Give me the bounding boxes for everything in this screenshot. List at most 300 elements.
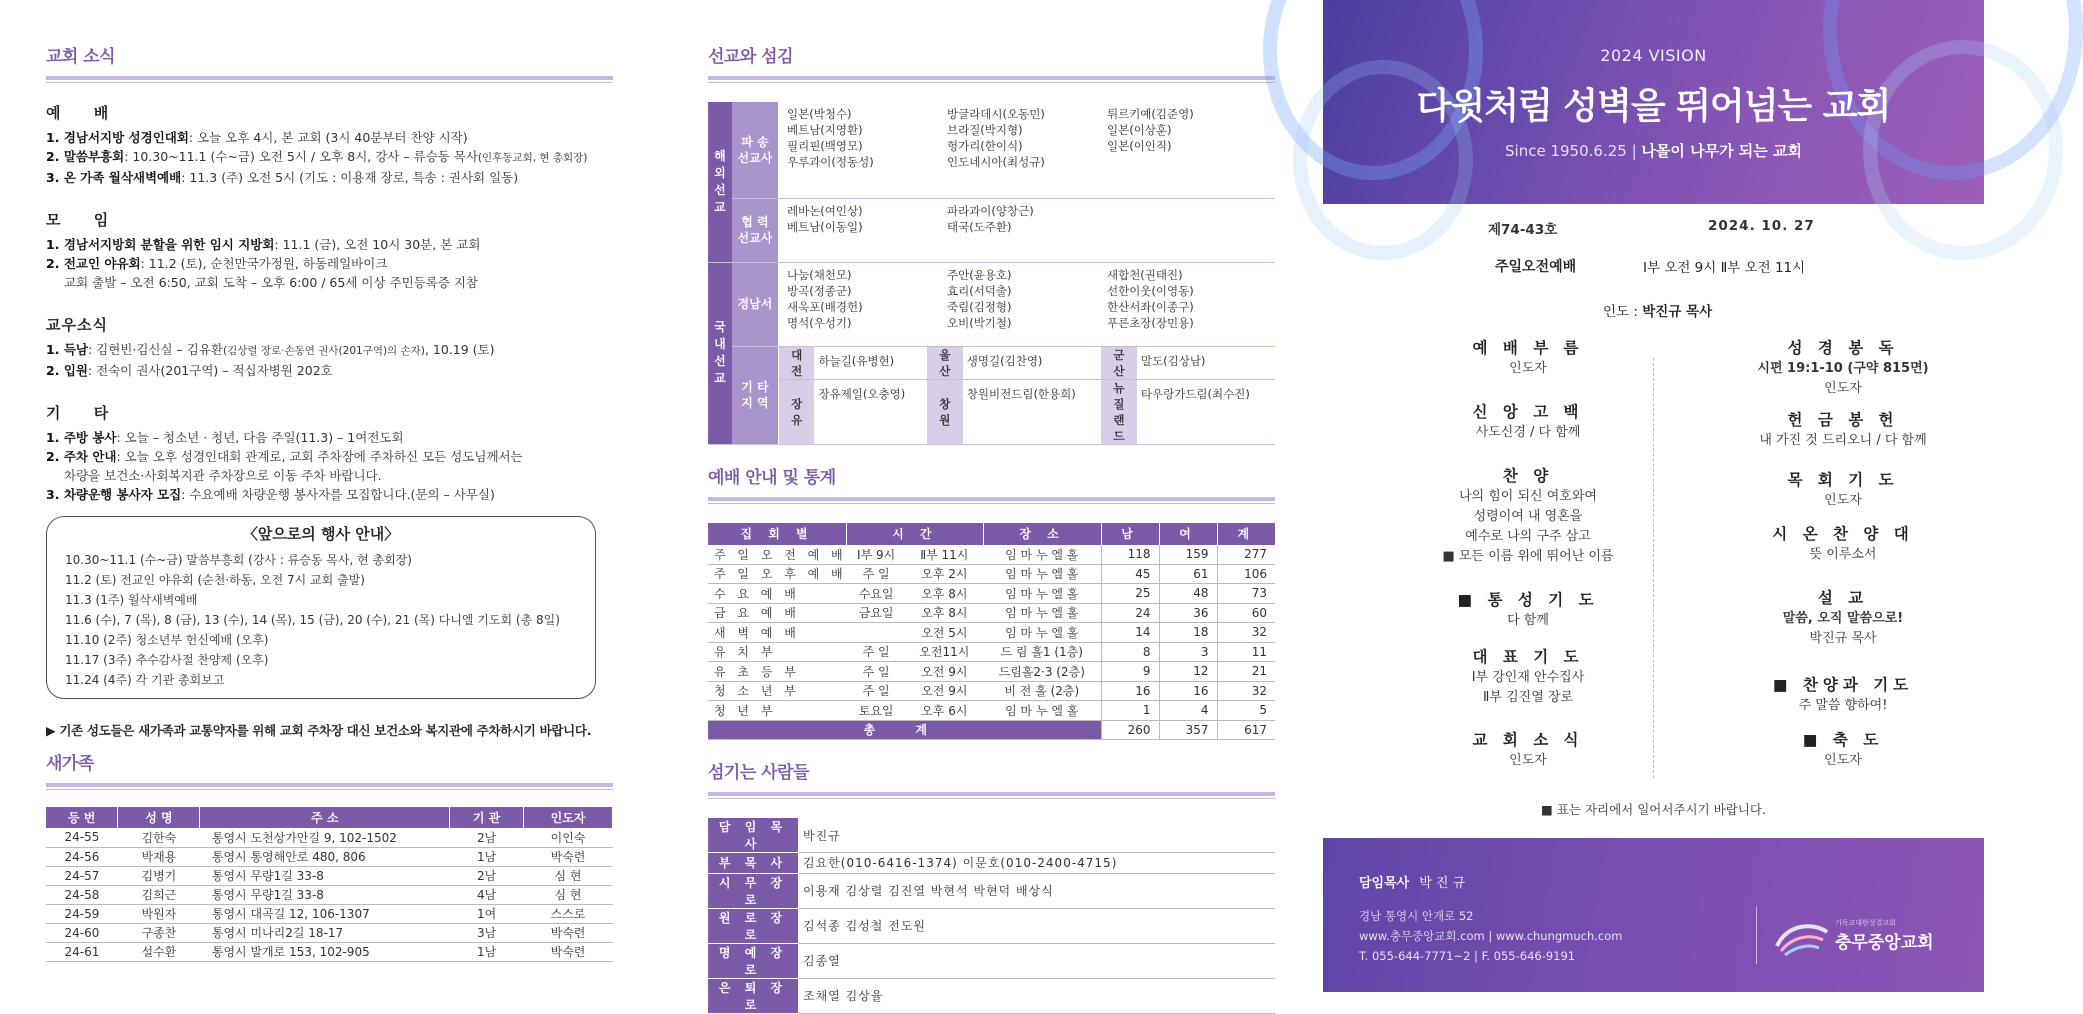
newfam-cell: 1여 — [450, 904, 524, 923]
people-role: 부 목 사 — [708, 853, 798, 874]
event-item: 11.17 (3주) 추수감사절 찬양제 (오후) — [65, 653, 269, 667]
stats-sum: 106 — [1217, 564, 1275, 584]
newfam-cell: 통영시 무량1길 33-8 — [200, 885, 450, 904]
stats-female: 4 — [1159, 701, 1217, 721]
people-row — [708, 943, 1275, 978]
newfam-cell: 24-60 — [46, 923, 118, 942]
order-divider — [1653, 358, 1654, 778]
worship-order-title: 대 표 기 도 — [1472, 648, 1584, 666]
members-list — [46, 340, 663, 380]
newfam-cell: 1남 — [450, 942, 524, 961]
newfam-row — [46, 904, 613, 923]
worship-order-title: 시 온 찬 양 대 — [1772, 525, 1914, 543]
newfam-cell: 24-58 — [46, 885, 118, 904]
worship-order-item — [1408, 728, 1648, 770]
stats-meeting: 주 일 오 후 예 배 — [708, 564, 847, 584]
meeting-item-text: : 11.2 (토), 순천만국가정원, 하동레일바이크 — [140, 256, 388, 271]
region-church: 하늘길(유병현) — [814, 346, 926, 379]
stats-female: 12 — [1159, 662, 1217, 682]
category-line: 기 타 — [741, 380, 769, 394]
stats-place: 임 마 누 엘 홀 — [983, 603, 1101, 623]
dispatch-label — [732, 102, 779, 198]
newfam-cell: 통영시 대곡길 12, 106-1307 — [200, 904, 450, 923]
newfam-cell: 김희근 — [118, 885, 200, 904]
stats-day: 금요일 — [847, 603, 906, 623]
newfam-cell: 통영시 무량1길 33-8 — [200, 866, 450, 885]
event-item: 11.24 (4주) 각 기관 총회보고 — [65, 673, 225, 687]
newfam-cell: 통영시 통영해안로 480, 806 — [200, 847, 450, 866]
worship-order-detail: 다 함께 — [1507, 613, 1549, 628]
people-row — [708, 853, 1275, 874]
since-subtitle: 나몰이 나무가 되는 교회 — [1641, 142, 1802, 160]
worship-order-title: 교 회 소 식 — [1472, 731, 1584, 749]
worship-order-item — [1408, 645, 1648, 707]
other-region-label — [732, 346, 779, 444]
member-news-item-label: 입원 — [63, 363, 88, 378]
stats-day: 주 일 — [847, 642, 906, 662]
worship-order-title: 찬 양 — [1502, 467, 1554, 485]
newfam-cell: 4남 — [450, 885, 524, 904]
people-names: 김요한(010-6416-1374) 이문호(010-2400-4715) — [798, 853, 1275, 874]
region-city-label: 대 전 — [778, 346, 814, 379]
meeting-list — [46, 235, 663, 273]
missionary-column — [947, 106, 1107, 170]
meeting-item — [46, 254, 663, 273]
stats-day: 수요일 — [847, 584, 906, 604]
vision-banner — [1323, 0, 1984, 204]
people-names: 김종열 — [798, 943, 1275, 978]
people-role: 원 로 장 로 — [708, 908, 798, 943]
newfam-header: 주 소 — [200, 807, 450, 828]
stats-meeting: 새 벽 예 배 — [708, 623, 847, 643]
newfam-section-title: 새가족 — [46, 749, 613, 787]
issue-number: 제74-43호 — [1488, 222, 1558, 238]
stats-total-value: 260 — [1101, 720, 1159, 740]
vertical-char: 교 — [714, 199, 726, 214]
stats-head-time: 시 간 — [847, 523, 983, 545]
gyeongnam-grid — [778, 262, 1275, 346]
stats-row — [708, 564, 1275, 584]
stats-sum: 60 — [1217, 603, 1275, 623]
vertical-char: 국 — [714, 320, 726, 334]
stats-place: 드림홀2·3 (2층) — [983, 662, 1101, 682]
overseas-region-label — [708, 102, 732, 262]
worship-order-detail: 인도자 — [1509, 361, 1547, 376]
stats-place: 임 마 누 엘 홀 — [983, 701, 1101, 721]
stats-sum: 5 — [1217, 701, 1275, 721]
stats-sum: 32 — [1217, 681, 1275, 701]
service-time: Ⅰ부 오전 9시 Ⅱ부 오전 11시 — [1643, 260, 1806, 276]
region-city-label: 뉴질랜드 — [1101, 379, 1137, 444]
vertical-char: 해 — [714, 148, 726, 163]
stats-day: 주 일 — [847, 662, 906, 682]
stats-male: 9 — [1101, 662, 1159, 682]
stats-head-total: 계 — [1217, 523, 1275, 545]
people-table — [708, 818, 1275, 1014]
worship-item-label: 경남서지방 성경인대회 — [63, 130, 189, 145]
member-news-item — [46, 340, 663, 361]
stats-meeting: 주 일 오 전 예 배 — [708, 545, 847, 565]
etc-item-text: 차량을 보건소·사회복지관 주차장으로 이동 주차 바랍니다. — [64, 468, 382, 483]
vertical-char: 외 — [714, 165, 726, 180]
worship-order-item — [1723, 522, 1963, 564]
stats-meeting: 금 요 예 배 — [708, 603, 847, 623]
missionary-name: 필리핀(백영모) — [786, 139, 863, 153]
newfam-cell: 김한숙 — [118, 828, 200, 847]
stats-row — [708, 584, 1275, 604]
vertical-char: 선 — [714, 354, 726, 368]
meeting-item-text: : 11.1 (금), 오전 10시 30분, 본 교회 — [274, 237, 481, 252]
etc-item-text: : 오늘 오후 성경인대회 관계로, 교회 주차장에 주차하신 모든 성도님께서는 — [116, 449, 523, 464]
cover-panel — [1323, 0, 1984, 992]
stats-time: 오후 8시 — [906, 584, 983, 604]
church-logo-icon — [1773, 918, 1831, 958]
worship-order-item — [1723, 728, 1963, 770]
stats-female: 18 — [1159, 623, 1217, 643]
people-row — [708, 978, 1275, 1013]
stats-sum: 277 — [1217, 545, 1275, 565]
stats-place: 임 마 누 엘 홀 — [983, 564, 1101, 584]
newfam-cell: 박재용 — [118, 847, 200, 866]
meeting-item-number: 1. — [46, 237, 64, 252]
newfam-table — [46, 807, 613, 962]
stats-time: 오전 9시 — [906, 662, 983, 682]
stats-male: 14 — [1101, 623, 1159, 643]
vertical-char: 선 — [714, 182, 726, 197]
region-city-label: 울 산 — [927, 346, 963, 379]
newfam-cell: 통영시 미나리2길 18-17 — [200, 923, 450, 942]
category-line: 선교사 — [737, 150, 773, 165]
missionary-column — [1107, 267, 1267, 331]
worship-order-item — [1408, 336, 1648, 378]
church-name: 충무중앙교회 — [1835, 933, 1934, 953]
category-line: 협 력 — [741, 215, 769, 229]
newfam-cell: 구종찬 — [118, 923, 200, 942]
missionary-name: 새욱포(배경헌) — [786, 299, 863, 314]
vertical-char: 교 — [714, 371, 726, 385]
people-names: 이용재 김상렬 김진열 박현석 박현덕 배상식 — [798, 873, 1275, 908]
newfam-cell: 통영시 도천상가안길 9, 102-1502 — [200, 828, 450, 847]
etc-item — [46, 428, 663, 447]
missionary-name: 헝가리(한이식) — [946, 139, 1023, 153]
people-row — [708, 908, 1275, 943]
mission-panel — [663, 0, 1323, 1012]
people-row — [708, 818, 1275, 853]
etc-item — [46, 466, 663, 485]
worship-order-item — [1408, 400, 1648, 442]
member-news-item-number: 2. — [46, 363, 64, 378]
missionary-name: 선한이웃(이영동) — [1106, 283, 1194, 298]
newfam-cell: 박원자 — [118, 904, 200, 923]
missionary-name: 죽림(김정형) — [946, 299, 1012, 314]
people-role: 은 퇴 장 로 — [708, 978, 798, 1013]
missionary-name: 주안(윤용호) — [946, 267, 1012, 282]
service-name: 주일오전예배 — [1495, 259, 1577, 275]
worship-order-title: 예 배 부 름 — [1472, 339, 1584, 357]
stats-sum: 11 — [1217, 642, 1275, 662]
dispatch-grid — [778, 102, 1275, 198]
worship-order-detail: 인도자 — [1824, 493, 1862, 508]
coop-grid — [778, 198, 1275, 262]
worship-order-detail: 내 가진 것 드리오니 / 다 함께 — [1759, 433, 1927, 448]
events-box — [46, 516, 596, 699]
since-date: Since 1950.6.25 — [1505, 142, 1627, 160]
worship-order-detail: 뜻 이루소서 — [1809, 547, 1877, 562]
meeting-item-label: 경남서지방회 분할을 위한 임시 지방회 — [63, 237, 275, 252]
region-city-label: 장 유 — [778, 379, 814, 444]
newfam-row — [46, 923, 613, 942]
people-role: 담 임 목 사 — [708, 818, 798, 853]
worship-order-title: 헌 금 봉 헌 — [1787, 411, 1899, 429]
newfam-cell: 설수환 — [118, 942, 200, 961]
stats-female: 48 — [1159, 584, 1217, 604]
worship-order-detail: 말씀, 오직 말씀으로! — [1782, 611, 1904, 626]
people-names: 박진규 — [798, 818, 1275, 853]
worship-order-detail: 성령이여 내 영혼을 — [1473, 509, 1583, 524]
missionary-name: 레바논(여인상) — [786, 203, 863, 218]
stats-female: 16 — [1159, 681, 1217, 701]
footer-divider — [1756, 906, 1757, 964]
worship-item-label: 온 가족 월삭새벽예배 — [63, 170, 182, 185]
missionary-name: 베트남(이동일) — [786, 219, 863, 234]
missionary-name: 일본(박청수) — [786, 107, 852, 121]
worship-order-title: ■ 축 도 — [1802, 731, 1884, 749]
vision-slogan: 다윗처럼 성벽을 뛰어넘는 교회 — [1416, 86, 1891, 127]
vision-year: 2024 VISION — [1600, 46, 1707, 65]
footer-phone: T. 055-644-7771~2 | F. 055-646-9191 — [1359, 949, 1576, 963]
newfam-row — [46, 942, 613, 961]
etc-list — [46, 428, 663, 504]
worship-item-text: : 오늘 오후 4시, 본 교회 (3시 40분부터 찬양 시작) — [188, 130, 468, 145]
worship-item-label: 말씀부흥회 — [63, 149, 125, 164]
worship-title: 예 배 — [46, 104, 123, 122]
newfam-cell: 박숙련 — [524, 923, 613, 942]
stats-meeting: 청 소 년 부 — [708, 681, 847, 701]
missionary-name: 태국(도주환) — [946, 219, 1012, 234]
stats-row — [708, 701, 1275, 721]
member-news-item-number: 1. — [46, 342, 64, 357]
worship-order-detail: Ⅱ부 김진열 장로 — [1482, 690, 1573, 705]
stats-meeting: 수 요 예 배 — [708, 584, 847, 604]
newfam-cell: 1남 — [450, 847, 524, 866]
member-news-item — [46, 361, 663, 380]
leader-name: 박진규 목사 — [1642, 304, 1713, 320]
pastor-label: 담임목사 — [1359, 876, 1410, 891]
worship-list — [46, 128, 663, 187]
worship-item-number: 1. — [46, 130, 64, 145]
missionary-column — [947, 203, 1107, 235]
stats-head-meeting: 집 회 별 — [708, 523, 847, 545]
newfam-cell: 박숙련 — [524, 847, 613, 866]
stats-total-value: 357 — [1159, 720, 1217, 740]
bulletin-date: 2024. 10. 27 — [1708, 218, 1815, 234]
region-city-label: 군 산 — [1101, 346, 1137, 379]
members-title: 교우소식 — [46, 316, 108, 334]
meeting-title: 모 임 — [46, 211, 123, 229]
worship-order-title: 신 앙 고 백 — [1472, 403, 1584, 421]
worship-order-title: ■ 찬양과 기도 — [1772, 676, 1914, 694]
since-line: Since 1950.6.25 | 나몰이 나무가 되는 교회 — [1505, 142, 1802, 160]
member-news-item-label: 득남 — [63, 342, 88, 357]
mission-section-title: 선교와 섬김 — [708, 42, 1275, 80]
stats-row — [708, 662, 1275, 682]
stats-female: 159 — [1159, 545, 1217, 565]
missionary-name: 베트남(지영환) — [786, 123, 863, 137]
missionary-name: 푸른초장(장민용) — [1106, 315, 1194, 330]
missionary-column — [1107, 203, 1267, 235]
leader-label: 인도 : — [1603, 304, 1638, 320]
stats-place: 임 마 누 엘 홀 — [983, 584, 1101, 604]
worship-order-item — [1408, 464, 1648, 566]
standing-note: ■ 표는 자리에서 일어서주시기 바랍니다. — [1541, 802, 1766, 817]
worship-order-item — [1723, 586, 1963, 648]
newfam-header: 기 관 — [450, 807, 524, 828]
missionary-column — [947, 267, 1107, 331]
worship-item — [46, 147, 663, 168]
worship-order-detail: 사도신경 / 다 함께 — [1475, 425, 1581, 440]
missionary-column — [787, 267, 947, 331]
worship-order-detail: ■ 모든 이름 위에 뛰어난 이름 — [1442, 549, 1614, 564]
worship-order-detail: 주 말씀 향하여! — [1798, 698, 1888, 713]
region-church: 창원비전드림(한용희) — [963, 379, 1101, 444]
stats-male: 25 — [1101, 584, 1159, 604]
worship-order-detail: 인도자 — [1509, 753, 1547, 768]
domestic-region-label — [708, 262, 732, 444]
newfam-cell: 이인숙 — [524, 828, 613, 847]
stats-table — [708, 523, 1275, 741]
event-item: 10.30~11.1 (수~금) 말씀부흥회 (강사 : 류승동 목사, 현 총회장) — [65, 553, 412, 567]
etc-item-number: 1. — [46, 430, 64, 445]
worship-order-detail: 나의 힘이 되신 여호와여 — [1459, 489, 1597, 504]
church-logo — [1773, 918, 1973, 958]
event-item: 11.3 (1주) 월삭새벽예배 — [65, 593, 198, 607]
region-church: 말도(김상남) — [1137, 346, 1275, 379]
etc-item-label: 주차 안내 — [63, 449, 117, 464]
stats-row — [708, 545, 1275, 565]
newfam-cell: 심 현 — [524, 866, 613, 885]
region-church: 타우랑가드림(최수진) — [1137, 379, 1275, 444]
missionary-name: 방곡(정종군) — [786, 283, 852, 298]
stats-row — [708, 681, 1275, 701]
worship-item-number: 3. — [46, 170, 64, 185]
newfam-cell: 24-57 — [46, 866, 118, 885]
worship-order-detail: Ⅰ부 강인재 안수집사 — [1471, 670, 1585, 685]
stats-sum: 32 — [1217, 623, 1275, 643]
newfam-cell: 김병기 — [118, 866, 200, 885]
footer-website: www.충무중앙교회.com | www.chungmuch.com — [1359, 929, 1623, 943]
event-item: 11.2 (토) 전교인 야유회 (순천·하동, 오전 7시 교회 출발) — [65, 573, 365, 587]
stats-day: 토요일 — [847, 701, 906, 721]
worship-order-detail: 인도자 — [1824, 753, 1862, 768]
event-item: 11.10 (2주) 청소년부 헌신예배 (오후) — [65, 633, 269, 647]
missionary-name: 방글라데시(오동민) — [946, 107, 1045, 121]
people-role: 시 무 장 로 — [708, 873, 798, 908]
newfam-cell: 심 현 — [524, 885, 613, 904]
stats-time: 오후 8시 — [906, 603, 983, 623]
stats-day: 주 일 — [847, 564, 906, 584]
newfam-row — [46, 847, 613, 866]
stats-sum: 73 — [1217, 584, 1275, 604]
stats-meeting: 유 치 부 — [708, 642, 847, 662]
missionary-name: 일본(이상훈) — [1106, 123, 1172, 137]
events-title: 〈앞으로의 행사 안내〉 — [242, 525, 400, 543]
worship-item-text: : 11.3 (주) 오전 5시 (기도 : 이용재 장로, 특송 : 권사회 일동) — [181, 170, 519, 185]
member-news-item-text-tail: , 10.19 (토) — [424, 342, 495, 357]
stats-time: 오후 2시 — [906, 564, 983, 584]
stats-time: 오전11시 — [906, 642, 983, 662]
events-list — [65, 550, 577, 690]
footer-address: 경남 통영시 안개로 52 — [1359, 909, 1474, 923]
newfam-header: 성 명 — [118, 807, 200, 828]
missionary-name: 파라과이(양창근) — [946, 203, 1034, 218]
stats-time: Ⅱ부 11시 — [906, 545, 983, 565]
member-news-item-note: (김상렬 장로·손동연 권사(201구역)의 손자) — [223, 345, 425, 357]
church-denomination: 기독교대한성결교회 — [1835, 919, 1896, 927]
category-line: 선교사 — [737, 231, 773, 245]
stats-total-value: 617 — [1217, 720, 1275, 740]
region-city-label: 창 원 — [927, 379, 963, 444]
worship-order-item — [1723, 468, 1963, 510]
news-panel — [0, 0, 663, 992]
stats-male: 45 — [1101, 564, 1159, 584]
newfam-row — [46, 885, 613, 904]
newfam-header: 인도자 — [524, 807, 613, 828]
category-line: 지 역 — [741, 396, 769, 410]
people-names: 김석종 김성철 전도원 — [798, 908, 1275, 943]
worship-item-note: (인후동교회, 현 총회장) — [477, 152, 588, 164]
pastor-name: 박 진 규 — [1419, 876, 1466, 891]
etc-item-number: 2. — [46, 449, 64, 464]
newfam-cell: 스스로 — [524, 904, 613, 923]
missionary-name: 새합천(권태진) — [1106, 267, 1183, 282]
stats-row — [708, 603, 1275, 623]
region-church: 장유제일(오충영) — [814, 379, 926, 444]
newfam-row — [46, 866, 613, 885]
missionary-column — [787, 203, 947, 235]
stats-place: 임 마 누 엘 홀 — [983, 623, 1101, 643]
newfam-header: 등 번 — [46, 807, 118, 828]
stats-meeting: 청 년 부 — [708, 701, 847, 721]
etc-item — [46, 485, 663, 504]
worship-order-detail: 시편 19:1-10 (구약 815면) — [1757, 361, 1929, 376]
missionary-column — [787, 106, 947, 170]
missionary-name: 튀르키예(김준영) — [1106, 107, 1194, 121]
stats-day: Ⅰ부 9시 — [847, 545, 906, 565]
worship-item — [46, 168, 663, 187]
people-row — [708, 873, 1275, 908]
worship-order-item — [1408, 588, 1648, 630]
footer-contact — [1359, 906, 1623, 966]
newfam-cell: 24-61 — [46, 942, 118, 961]
etc-title: 기 타 — [46, 404, 123, 422]
worship-order-detail: 인도자 — [1824, 381, 1862, 396]
worship-order-title: 목 회 기 도 — [1787, 471, 1899, 489]
stats-day — [847, 623, 906, 643]
missionary-name: 우루과이(정동성) — [786, 155, 874, 169]
newfam-cell: 2남 — [450, 866, 524, 885]
newfam-cell: 24-56 — [46, 847, 118, 866]
newfam-cell: 박숙련 — [524, 942, 613, 961]
people-names: 조채열 김상율 — [798, 978, 1275, 1013]
stats-section-title: 예배 안내 및 통계 — [708, 463, 1275, 501]
etc-item-text: : 수요예배 차량운행 봉사자를 모집합니다.(문의 – 사무실) — [181, 487, 495, 502]
worship-order-title: 성 경 봉 독 — [1787, 339, 1899, 357]
meeting-item-label: 전교인 야유회 — [63, 256, 141, 271]
meeting-item — [46, 235, 663, 254]
stats-sum: 21 — [1217, 662, 1275, 682]
people-role: 명 예 장 로 — [708, 943, 798, 978]
newfam-cell: 24-55 — [46, 828, 118, 847]
